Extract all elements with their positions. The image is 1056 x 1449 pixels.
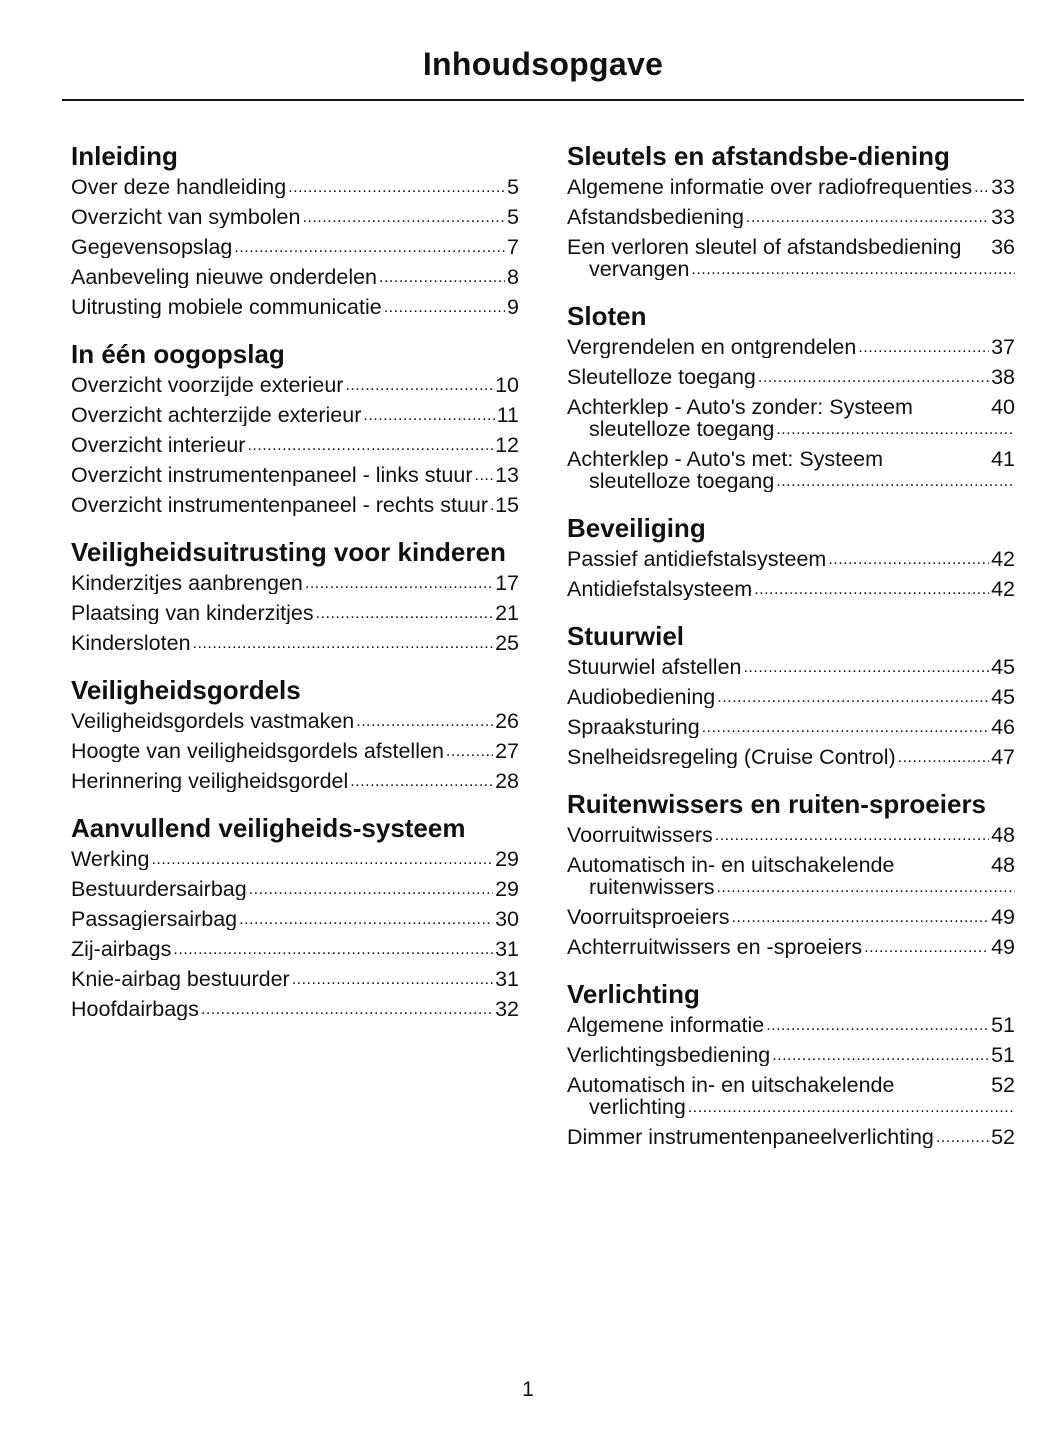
toc-entry-title: Hoogte van veiligheidsgordels afstellen ..... <box>71 740 446 762</box>
toc-section <box>567 515 1015 600</box>
toc-entry[interactable] <box>71 878 519 900</box>
toc-section <box>567 981 1015 1148</box>
toc-entry-page: 40 <box>991 396 1015 419</box>
toc-entry[interactable] <box>71 602 519 624</box>
toc-entry[interactable] <box>71 632 519 654</box>
toc-entry-title: Over deze handleiding ..... <box>71 176 288 198</box>
toc-entry-page: 9 <box>507 296 519 318</box>
toc-entry-title: Plaatsing van kinderzitjes ..... <box>71 602 316 624</box>
section-heading: Stuurwiel <box>567 621 685 651</box>
section-heading: Sleutels en afstandsbe-diening <box>567 141 950 171</box>
toc-entry-page: 7 <box>507 236 519 258</box>
toc-entry-title: Algemene informatie ..... <box>567 1014 766 1036</box>
toc-entry-title: Gegevensopslag ..... <box>71 236 234 258</box>
toc-entry[interactable] <box>567 746 1015 768</box>
toc-entry-title: Overzicht van symbolen ..... <box>71 206 302 228</box>
toc-entry[interactable] <box>567 1044 1015 1066</box>
toc-section <box>567 143 1015 280</box>
toc-entry-page: 13 <box>495 464 519 486</box>
toc-entry[interactable] <box>567 448 1015 492</box>
toc-entry-title: Zij-airbags ..... <box>71 938 173 960</box>
toc-left-column <box>71 143 519 1043</box>
toc-entry[interactable] <box>567 1126 1015 1148</box>
section-heading: In één oogopslag <box>71 339 285 369</box>
toc-entry-title: Snelheidsregeling (Cruise Control) ..... <box>567 746 898 768</box>
toc-entry-page: 27 <box>495 740 519 762</box>
toc-entry-title: Overzicht interieur ..... <box>71 434 247 456</box>
toc-entry-page: 31 <box>495 968 519 990</box>
toc-entry-page: 33 <box>991 206 1015 228</box>
toc-entry[interactable] <box>71 848 519 870</box>
toc-entry[interactable] <box>567 854 1015 898</box>
toc-section <box>71 341 519 516</box>
toc-entry[interactable] <box>71 968 519 990</box>
toc-section <box>567 623 1015 768</box>
toc-entry-title: Een verloren sleutel of afstandsbediening vervangen ..... <box>567 236 961 280</box>
toc-entry-title: Afstandsbediening ..... <box>567 206 746 228</box>
toc-entry[interactable] <box>567 906 1015 928</box>
toc-entry-page: 47 <box>991 746 1015 768</box>
toc-entry-title: Knie-airbag bestuurder ..... <box>71 968 292 990</box>
toc-entry-page: 15 <box>495 494 519 516</box>
page-number: 1 <box>522 1378 534 1401</box>
toc-entry-page: 5 <box>507 206 519 228</box>
toc-entry-title: Kinderzitjes aanbrengen ..... <box>71 572 305 594</box>
toc-entry[interactable] <box>567 236 1015 280</box>
toc-entry-title: Sleutelloze toegang ..... <box>567 366 758 388</box>
toc-entry-page: 12 <box>495 434 519 456</box>
toc-entry-title: Voorruitsproeiers ..... <box>567 906 732 928</box>
toc-entry[interactable] <box>567 824 1015 846</box>
toc-entry[interactable] <box>71 176 519 198</box>
toc-entry-title: Stuurwiel afstellen ..... <box>567 656 743 678</box>
section-heading: Veiligheidsuitrusting voor kinderen <box>71 537 506 567</box>
toc-entry-page: 30 <box>495 908 519 930</box>
section-heading: Sloten <box>567 301 647 331</box>
toc-entry-page: 51 <box>991 1014 1015 1036</box>
toc-entry[interactable] <box>567 548 1015 570</box>
toc-entry-page: 49 <box>991 936 1015 958</box>
toc-entry[interactable] <box>567 716 1015 738</box>
toc-section <box>71 815 519 1020</box>
toc-entry-title: Overzicht achterzijde exterieur ..... <box>71 404 363 426</box>
toc-entry[interactable] <box>71 404 519 426</box>
toc-entry-page: 52 <box>991 1126 1015 1148</box>
toc-entry[interactable] <box>71 710 519 732</box>
toc-entry-title: Achterklep - Auto's met: Systeem sleutelloze toegang ..... <box>567 448 883 492</box>
toc-entry[interactable] <box>567 578 1015 600</box>
toc-entry[interactable] <box>71 206 519 228</box>
toc-entry-page: 38 <box>991 366 1015 388</box>
toc-entry[interactable] <box>71 374 519 396</box>
toc-entry-title: Automatisch in- en uitschakelende verlichting ..... <box>567 1074 894 1118</box>
toc-entry-page: 17 <box>495 572 519 594</box>
toc-entry-title: Automatisch in- en uitschakelende ruitenwissers ..... <box>567 854 894 898</box>
section-heading: Verlichting <box>567 979 700 1009</box>
toc-entry-title: Audiobediening ..... <box>567 686 717 708</box>
toc-entry[interactable] <box>71 464 519 486</box>
toc-entry-title: Passagiersairbag ..... <box>71 908 239 930</box>
toc-entry-page: 11 <box>496 404 519 426</box>
toc-entry[interactable] <box>71 434 519 456</box>
toc-section <box>71 677 519 792</box>
toc-entry[interactable] <box>71 266 519 288</box>
toc-entry-page: 21 <box>495 602 519 624</box>
toc-entry-page: 42 <box>991 578 1015 600</box>
toc-entry-page: 29 <box>495 878 519 900</box>
toc-entry[interactable] <box>71 770 519 792</box>
toc-entry[interactable] <box>567 686 1015 708</box>
section-heading: Inleiding <box>71 141 178 171</box>
toc-entry[interactable] <box>567 176 1015 198</box>
toc-entry-page: 32 <box>495 998 519 1020</box>
toc-entry-title: Dimmer instrumentenpaneelverlichting ..... <box>567 1126 936 1148</box>
toc-entry[interactable] <box>567 1074 1015 1118</box>
toc-entry-page: 46 <box>991 716 1015 738</box>
toc-entry[interactable] <box>567 366 1015 388</box>
toc-entry-title: Achterruitwissers en -sproeiers ..... <box>567 936 864 958</box>
toc-entry-page: 49 <box>991 906 1015 928</box>
toc-entry-page: 48 <box>991 854 1015 877</box>
section-heading: Veiligheidsgordels <box>71 675 301 705</box>
toc-entry[interactable] <box>71 494 519 516</box>
toc-entry-page: 48 <box>991 824 1015 846</box>
toc-entry-title: Antidiefstalsysteem ..... <box>567 578 754 600</box>
toc-entry[interactable] <box>567 396 1015 440</box>
page-title: Inhoudsopgave <box>422 46 664 82</box>
title-divider <box>62 99 1024 101</box>
toc-entry-page: 10 <box>495 374 519 396</box>
toc-entry-title: Hoofdairbags ..... <box>71 998 201 1020</box>
toc-entry-title: Werking ..... <box>71 848 151 870</box>
toc-entry[interactable] <box>71 938 519 960</box>
toc-entry-title: Verlichtingsbediening ..... <box>567 1044 772 1066</box>
toc-entry-page: 28 <box>495 770 519 792</box>
toc-entry-page: 45 <box>991 656 1015 678</box>
toc-entry[interactable] <box>567 936 1015 958</box>
toc-entry[interactable] <box>71 296 519 318</box>
toc-right-column <box>567 143 1015 1171</box>
toc-entry-title: Veiligheidsgordels vastmaken ..... <box>71 710 356 732</box>
toc-entry-page: 41 <box>991 448 1015 471</box>
section-heading: Beveiliging <box>567 513 706 543</box>
section-heading: Aanvullend veiligheids-systeem <box>71 813 466 843</box>
toc-entry[interactable] <box>71 908 519 930</box>
toc-entry-page: 29 <box>495 848 519 870</box>
toc-entry-page: 42 <box>991 548 1015 570</box>
toc-entry-title: Passief antidiefstalsysteem ..... <box>567 548 828 570</box>
toc-entry-title: Overzicht voorzijde exterieur ..... <box>71 374 345 396</box>
toc-entry-title: Overzicht instrumentenpaneel - rechts stuur ..... <box>71 494 490 516</box>
toc-entry[interactable] <box>71 236 519 258</box>
toc-entry-title: Kindersloten ..... <box>71 632 193 654</box>
toc-entry-page: 33 <box>991 176 1015 198</box>
toc-entry-title: Spraaksturing ..... <box>567 716 702 738</box>
toc-section <box>567 303 1015 492</box>
toc-entry[interactable] <box>567 656 1015 678</box>
toc-entry-page: 31 <box>495 938 519 960</box>
toc-entry-page: 45 <box>991 686 1015 708</box>
toc-entry-title: Bestuurdersairbag ..... <box>71 878 249 900</box>
toc-entry-title: Uitrusting mobiele communicatie ..... <box>71 296 384 318</box>
toc-entry-page: 36 <box>991 236 1015 259</box>
toc-entry[interactable] <box>567 336 1015 358</box>
toc-section <box>71 539 519 654</box>
toc-entry-title: Voorruitwissers ..... <box>567 824 715 846</box>
toc-entry-page: 26 <box>495 710 519 732</box>
toc-section <box>567 791 1015 958</box>
toc-entry-title: Achterklep - Auto's zonder: Systeem sleutelloze toegang ..... <box>567 396 913 440</box>
toc-entry-page: 8 <box>507 266 519 288</box>
toc-entry-title: Vergrendelen en ontgrendelen ..... <box>567 336 858 358</box>
toc-entry-page: 5 <box>507 176 519 198</box>
toc-section <box>71 143 519 318</box>
toc-entry-page: 37 <box>991 336 1015 358</box>
toc-entry-page: 51 <box>991 1044 1015 1066</box>
toc-entry[interactable] <box>71 998 519 1020</box>
toc-entry[interactable] <box>567 1014 1015 1036</box>
toc-entry[interactable] <box>71 740 519 762</box>
section-heading: Ruitenwissers en ruiten-sproeiers <box>567 789 987 819</box>
toc-entry-page: 52 <box>991 1074 1015 1097</box>
toc-entry-page: 25 <box>495 632 519 654</box>
toc-entry-title: Herinnering veiligheidsgordel ..... <box>71 770 350 792</box>
toc-entry[interactable] <box>71 572 519 594</box>
toc-entry-title: Overzicht instrumentenpaneel - links stuur ..... <box>71 464 475 486</box>
toc-entry[interactable] <box>567 206 1015 228</box>
toc-entry-title: Aanbeveling nieuwe onderdelen ..... <box>71 266 379 288</box>
toc-entry-title: Algemene informatie over radiofrequenties ..... <box>567 176 974 198</box>
